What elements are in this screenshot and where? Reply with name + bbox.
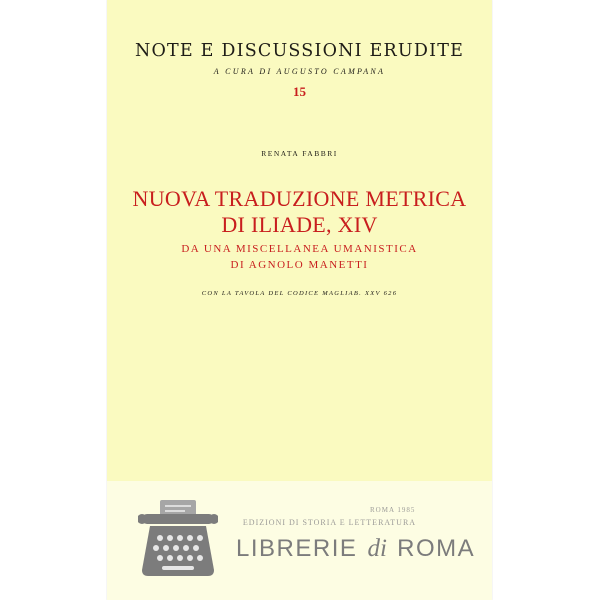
series-number: 15 (293, 84, 306, 99)
series-title: NOTE E DISCUSSIONI ERUDITE (134, 41, 465, 61)
book-subtitle-line-1: DA UNA MISCELLANEA UMANISTICA (181, 243, 418, 255)
table-note: CON LA TAVOLA DEL CODICE MAGLIAB. XXV 626 (201, 290, 398, 297)
watermark-word-librerie: LIBRERIE (236, 535, 358, 562)
book-title-line-1: NUOVA TRADUZIONE METRICA (132, 186, 467, 211)
typewriter-icon (138, 498, 218, 578)
book-subtitle-line-2: DI AGNOLO MANETTI (230, 259, 369, 271)
watermark-word-roma: ROMA (397, 535, 476, 562)
author-name: RENATA FABBRI (261, 149, 338, 158)
series-editor: A CURA DI AUGUSTO CAMPANA (213, 67, 386, 76)
watermark-logo-text (236, 535, 475, 563)
book-title-line-2: DI ILIADE, XIV (221, 212, 378, 237)
watermark-word-di: di (367, 535, 387, 562)
